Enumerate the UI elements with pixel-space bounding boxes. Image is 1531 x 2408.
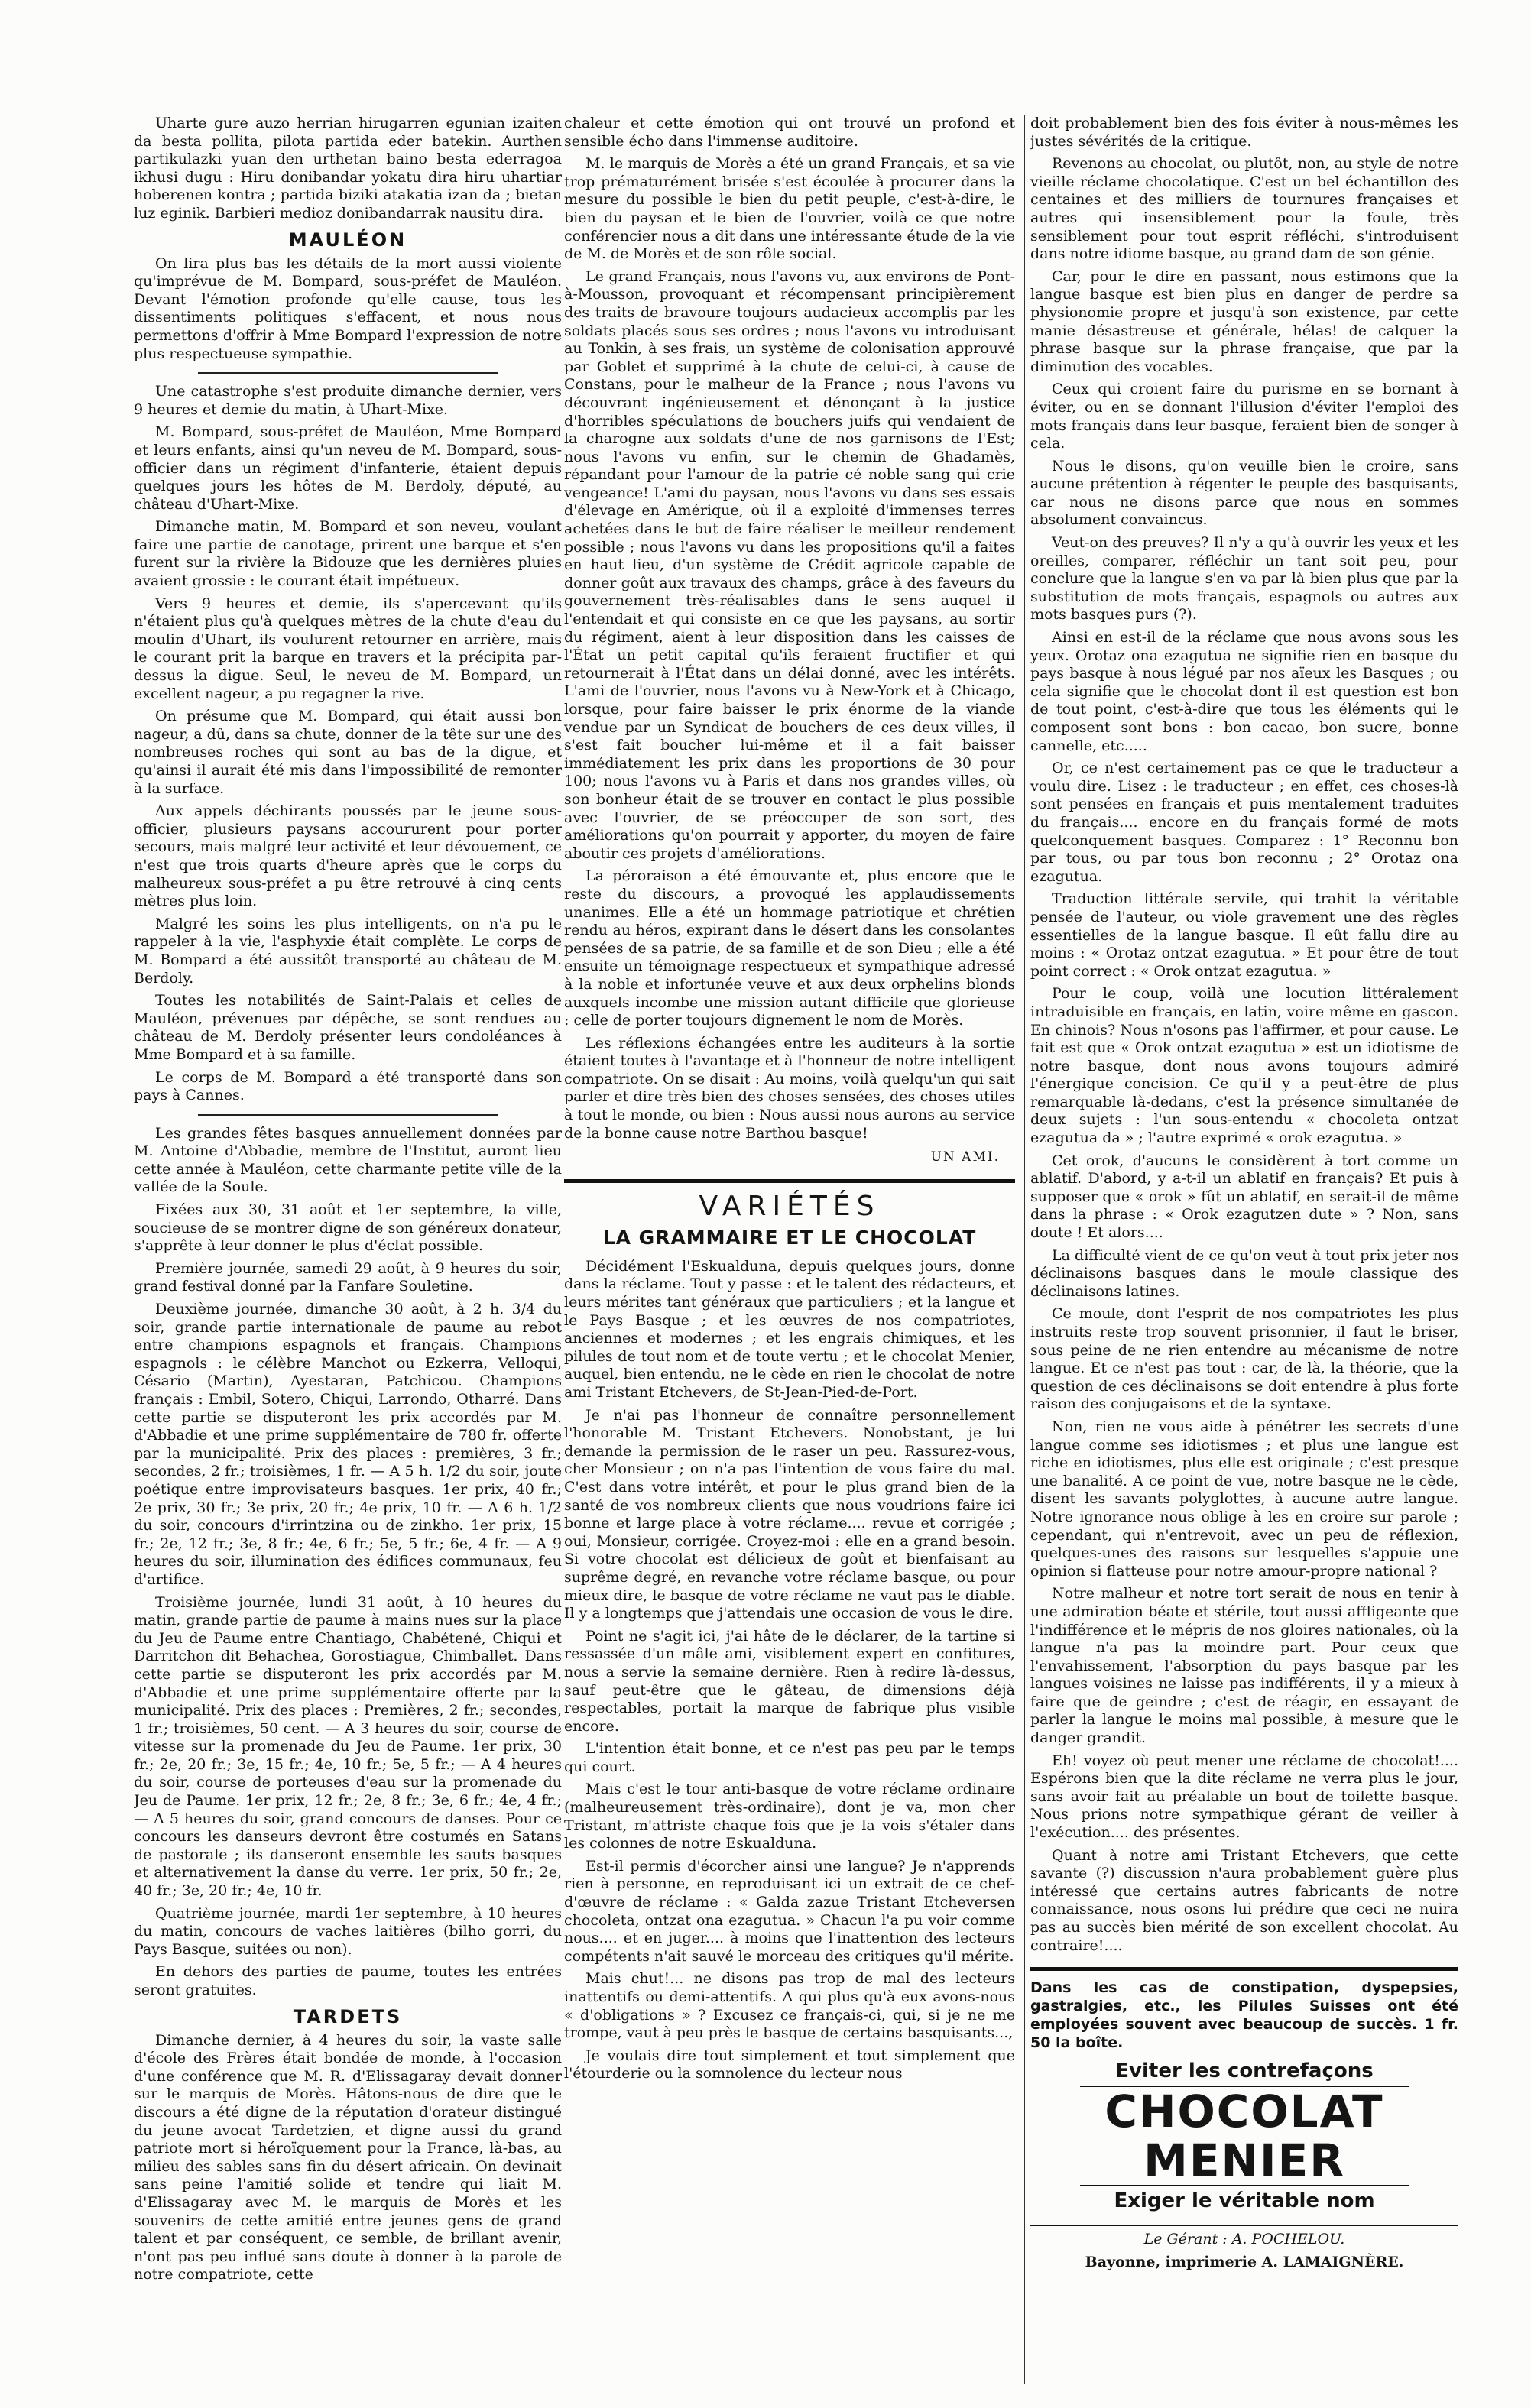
paragraph: Or, ce n'est certainement pas ce que le traducteur a voulu dire. Lisez : le traducteur ; en effet, ces choses-là sont pensées en français et puis mentalement traduites du français.... encore en du français formé de mots quelconquement basques. Comparez : 1° Reconnu bon par tous, ou par tous bon reconnu ; 2° Orotaz ona ezagutua. <box>1030 760 1458 885</box>
basque-paragraph: Uharte gure auzo herrian hirugarren egunian izaiten da besta pollita, pilota partida eder batekin. Aurthen partikulazki yuan den urthetan baino besta ederragoa ikhusi dugu : Hiru donibandar yokatu dira hiru uhartiar hoberenen kontra ; partida biziki atakatia izan da ; bietan luz eginik. Barbieri medioz donibandarrak nausitu dira. <box>134 115 562 222</box>
paragraph: La péroraison a été émouvante et, plus encore que le reste du discours, a provoqué les applaudissements unanimes. Elle a été un hommage patriotique et chrétien rendu au héros, expirant dans le désert dans les consolantes pensées de sa patrie, de sa famille et de son Dieu ; elle a été ensuite un témoignage respectueux et sympathique adressé à la noble et infortunée veuve et aux deux orphelins blonds auxquels incombe une mission autant difficile que glorieuse : celle de porter toujours dignement le nom de Morès. <box>564 867 1015 1029</box>
article-title: LA GRAMMAIRE ET LE CHOCOLAT <box>602 1226 977 1249</box>
paragraph: doit probablement bien des fois éviter à nous-mêmes les justes sévérités de la critique. <box>1030 115 1458 150</box>
column-1 <box>134 115 562 2369</box>
paragraph: Pour le coup, voilà une locution littéralement intraduisible en français, en latin, voire même en gascon. En chinois? Nous n'osons pas l'affirmer, et pour cause. Le fait est que « Orok ontzat ezagutua » est un idiotisme de notre basque, dont nous avons toujours admiré l'énergique concision. Ce qu'il y a peut-être de plus remarquable là-dedans, c'est la présence simultanée de deux sujets : l'un sous-entendu « chocoleta ontzat ezagutua da » ; l'autre exprimé « orok ezagutua. » <box>1030 985 1458 1147</box>
paragraph: chaleur et cette émotion qui ont trouvé un profond et sensible écho dans l'immense auditoire. <box>564 115 1015 150</box>
paragraph: Eh! voyez où peut mener une réclame de chocolat!.... Espérons bien que la dite réclame ne verra plus le jour, sans avoir fait au préalable un bout de toilette basque. Nous prions notre sympathique gérant de veiller à l'exécution.... des présentes. <box>1030 1752 1458 1842</box>
paragraph: Je voulais dire tout simplement et tout simplement que l'étourderie ou la somnolence du lecteur nous <box>564 2047 1015 2082</box>
paragraph: Je n'ai pas l'honneur de connaître personnellement l'honorable M. Tristant Etchevers. Nonobstant, je lui demande la permission de le raser un peu. Rassurez-vous, cher Monsieur ; on n'a pas l'intention de vous faire du mal. C'est dans votre intérêt, et pour le plus grand bien de la santé de vos nombreux clients que nous voudrions faire ici bonne et large place à votre réclame.... revue et corrigée ; oui, Monsieur, corrigée. Croyez-moi : elle en a grand besoin. Si votre chocolat est délicieux de goût et bienfaisant au suprême degré, en revanche votre réclame basque, ou pour mieux dire, le basque de votre réclame ne vaut pas le diable. Il y a longtemps que j'attendais une occasion de vous le dire. <box>564 1406 1015 1622</box>
section-title-mauleon: MAULÉON <box>288 228 407 251</box>
section-title-tardets: TARDETS <box>293 2005 403 2027</box>
paragraph: Troisième journée, lundi 31 août, à 10 heures du matin, grande partie de paume à mains nues sur la place du Jeu de Paume entre Chantiago, Chabétené, Chiqui et Darritchon dit Behachea, Gorostiague, Chimballet. Dans cette partie se disputeront les prix accordés par M. d'Abbadie et une prime supplémentaire offerte par la municipalité. Prix des places : Premières, 2 fr.; secondes, 1 fr.; troisièmes, 50 cent. — A 3 heures du soir, course de vitesse sur la promenade du Jeu de Paume. 1er prix, 30 fr.; 2e, 20 fr.; 3e, 15 fr.; 4e, 10 fr.; 5e, 5 fr.; — A 4 heures du soir, course de porteuses d'eau sur la promenade du Jeu de Paume. 1er prix, 12 fr.; 2e, 8 fr.; 3e, 6 fr.; 4e, 4 fr.; — A 5 heures du soir, grand concours de danses. Pour ce concours les danseurs devront être costumés en Satans de pastorale ; ils danseront ensemble les sauts basques et alternativement la danse du verre. 1er prix, 50 fr.; 2e, 40 fr.; 3e, 20 fr.; 4e, 10 fr. <box>134 1593 562 1900</box>
paragraph: M. le marquis de Morès a été un grand Français, et sa vie trop prématurément brisée s'est écoulée à procurer dans la mesure du possible le bien du petit peuple, c'est-à-dire, le bien du paysan et le bien de l'ouvrier, voilà ce que notre conférencier nous a dit dans une intéressante étude de la vie de M. de Morès et de son rôle social. <box>564 155 1015 263</box>
pills-advertisement: Dans les cas de constipation, dyspepsies, gastralgies, etc., les Pilules Suisses ont été employées souvent avec beaucoup de succès. 1 fr. 50 la boîte. <box>1030 1979 1458 2052</box>
paragraph: Mais c'est le tour anti-basque de votre réclame ordinaire (malheureusement très-ordinaire), dont je va, mon cher Tristant, m'attriste chaque fois que je la vois s'étaler dans les colonnes de notre Eskualduna. <box>564 1781 1015 1852</box>
signature: UN AMI. <box>930 1149 1000 1165</box>
paragraph: Le grand Français, nous l'avons vu, aux environs de Pont-à-Mousson, provoquant et récompensant principièrement des traits de bravoure toujours audacieux accomplis par les soldats placés sous ses ordres ; nous l'avons vu introduisant au Tonkin, à ses frais, un système de colonisation approuvé par Goblet et supprimé à la chute de celui-ci, à cause de Constans, pour le malheur de la France ; nous l'avons vu découvrant ingénieusement et dénonçant à la justice d'horribles spéculations de bouchers juifs qui vendaient de la charogne aux soldats d'une de nos garnisons de l'Est; nous l'avons vu enfin, sur le chemin de Ghadamès, répandant pour l'amour de la patrie cé noble sang qui crie vengeance! L'ami du paysan, nous l'avons vu dans ses essais d'élevage en Amérique, où il a exploité d'immenses terres achetées dans le but de faire réaliser le meilleur rendement possible ; nous l'avons vu dans les propositions qu'il a faites en haut lieu, d'un système de Crédit agricole capable de donner goût aux travaux des champs, grâce à des faveurs du gouvernement très-réalisables dans le sens auquel il l'entendait et qui consiste en ce que les paysans, au sortir du régiment, aient à leur disposition dans les caisses de l'État un petit capital qu'ils feraient fructifier et qui retournerait à l'État dans un délai donné, avec les intérêts. L'ami de l'ouvrier, nous l'avons vu à New-York et à Chicago, lorsque, pour faire baisser le prix énorme de la viande vendue par un Syndicat de bouchers de ces deux villes, il s'est fait boucher lui-même et il a fait baisser immédiatement les prix dans les proportions de 30 pour 100; nous l'avons vu à Paris et dans nos grandes villes, où son bonheur était de se trouver en contact le plus possible avec l'ouvrier, de se préoccuper de son sort, des améliorations qu'on pourrait y apporter, du moyen de faire aboutir ces projets d'améliorations. <box>564 267 1015 862</box>
paragraph: Non, rien ne vous aide à pénétrer les secrets d'une langue comme ses idiotismes ; et plus une langue est riche en idiotismes, plus elle est originale ; c'est presque une banalité. A ce point de vue, notre basque ne le cède, disent les savants polyglottes, à aucune autre langue. Notre ignorance nous oblige à les en croire sur parole ; cependant, qui n'entrevoit, avec un peu de réflexion, quelques-unes des raisons sur lesquelles s'appuie une opinion si flatteuse pour notre amour-propre national ? <box>1030 1418 1458 1580</box>
paragraph: Dimanche matin, M. Bompard et son neveu, voulant faire une partie de canotage, prirent une barque et s'en furent sur la rivière la Bidouze que les dernières pluies avaient grossie : le courant était impétueux. <box>134 518 562 590</box>
paragraph: On présume que M. Bompard, qui était aussi bon nageur, a dû, dans sa chute, donner de la tête sur une des nombreuses roches qui sont au bas de la digue, et qu'ainsi il aurait été mis dans l'impossibilité de remonter à la surface. <box>134 708 562 797</box>
paragraph: Vers 9 heures et demie, ils s'apercevant qu'ils n'étaient plus qu'à quelques mètres de la chute d'eau du moulin d'Uhart, ils voulurent retourner en arrière, mais le courant prit la barque en travers et la précipita par-dessus la digue. Seul, le neveu de M. Bompard, un excellent nageur, a pu regagner la rive. <box>134 595 562 702</box>
paragraph: Veut-on des preuves? Il n'y a qu'à ouvrir les yeux et les oreilles, comparer, réfléchir un tant soit peu, pour conclure que la langue s'en va par là bien plus que par la substitution de mots français, espagnols ou autres aux mots basques purs (?). <box>1030 534 1458 624</box>
paragraph: Première journée, samedi 29 août, à 9 heures du soir, grand festival donné par la Fanfare Souletine. <box>134 1259 562 1295</box>
paragraph: Le corps de M. Bompard a été transporté dans son pays à Cannes. <box>134 1068 562 1104</box>
paragraph: Point ne s'agit ici, j'ai hâte de le déclarer, de la tartine si ressassée d'un mâle ami, visiblement expert en confitures, nous a servie la semaine dernière. Rien à redire là-dessus, sauf peut-être que le gâteau, de dimensions déjà respectables, portait la marque de fabrique plus visible encore. <box>564 1627 1015 1735</box>
paragraph: Dimanche dernier, à 4 heures du soir, la vaste salle d'école des Frères était bondée de monde, à l'occasion d'une conférence que M. R. d'Elissagaray devait donner sur le marquis de Morès. Hâtons-nous de dire que le discours a été digne de la réputation d'orateur distingué du jeune avocat Tardetzien, et digne aussi du grand patriote mort si héroïquement pour la France, là-bas, au milieu des sables sans fin du désert africain. On devinait sans peine l'amitié solide et tendre qui liait M. d'Elissagaray avec M. le marquis de Morès et les souvenirs de cette amitié entre jeunes gens de grand talent et par conséquent, ce semble, de brillant avenir, n'ont pas peu influé sans doute à donner à la parole de notre compatriote, cette <box>134 2031 562 2283</box>
paragraph: Notre malheur et notre tort serait de nous en tenir à une admiration béate et stérile, tout aussi affligeante que l'indifférence et le mépris de nos gloires nationales, où la langue n'a pas la moindre part. Pour ceux que l'envahissement, l'absorption du pays basque par les langues voisines ne laisse pas indifférents, il y a mieux à faire que de geindre ; c'est de réagir, en essayant de parler la langue le moins mal possible, à mesure que le danger grandit. <box>1030 1585 1458 1747</box>
paragraph: Car, pour le dire en passant, nous estimons que la langue basque est bien plus en danger de perdre sa physionomie propre et jusqu'à son existence, par cette manie désastreuse et générale, hélas! de calquer la phrase basque sur la phrase française, que par la diminution des vocables. <box>1030 267 1458 375</box>
paragraph: Ainsi en est-il de la réclame que nous avons sous les yeux. Orotaz ona ezagutua ne signifie rien en basque du pays basque à nous légué par nos aïeux les Basques ; ou cela signifie que le chocolat dont il est question est bon de tout point, c'est-à-dire que tous les éléments qui le composent sont bons : bon cacao, bon sucre, bonne cannelle, etc..... <box>1030 629 1458 754</box>
column-3 <box>1030 115 1458 2400</box>
paragraph: Quant à notre ami Tristant Etchevers, que cette savante (?) discussion n'aura probablement guère plus intéressé que certains autres fabricants de notre connaissance, nous osons lui prédire que ceci ne nuira pas au succès bien mérité de son excellent chocolat. Au contraire!.... <box>1030 1846 1458 1954</box>
varietes-heading: VARIÉTÉS <box>699 1190 881 1222</box>
gerant-line: Le Gérant : A. POCHELOU. <box>1030 2225 1458 2248</box>
paragraph: Les grandes fêtes basques annuellement données par M. Antoine d'Abbadie, membre de l'Institut, auront lieu cette année à Mauléon, cette charmante petite ville de la vallée de la Soule. <box>134 1124 562 1196</box>
ad-warning: Eviter les contrefaçons <box>1080 2060 1409 2087</box>
paragraph: Traduction littérale servile, qui trahit la véritable pensée de l'auteur, ou viole gravement une des règles essentielles de la langue basque. Il eût fallu dire au moins : « Orotaz ontzat ezagutua. » Et pour être de tout point correct : « Orok ontzat ezagutua. » <box>1030 890 1458 980</box>
paragraph: Mais chut!... ne disons pas trop de mal des lecteurs inattentifs ou demi-attentifs. A qui plus qu'à eux avons-nous « d'obligations » ? Excusez ce français-ci, qui, si je ne me trompe, vaut à peu près le basque de certains basquisants..., <box>564 1970 1015 2042</box>
paragraph: Est-il permis d'écorcher ainsi une langue? Je n'apprends rien à personne, en reproduisant ici un extrait de ce chef-d'œuvre de réclame : « Galda zazue Tristant Etcheversen chocoleta, ontzat ona ezagutua. » Chacun l'a pu voir comme nous.... et en juger.... à moins que l'inattention des lecteurs compétents n'ait sauvé le morceau des critiques qu'il mérite. <box>564 1857 1015 1965</box>
paragraph: Aux appels déchirants poussés par le jeune sous-officier, plusieurs paysans accoururent pour porter secours, mais malgré leur activité et leur dévouement, ce n'est que trois quarts d'heure après que le corps du malheureux sous-préfet a pu être retrouvé à cinq cents mètres plus loin. <box>134 802 562 910</box>
column-2 <box>564 115 1015 2400</box>
paragraph: Une catastrophe s'est produite dimanche dernier, vers 9 heures et demie du matin, à Uhart-Mixe. <box>134 383 562 418</box>
paragraph: En dehors des parties de paume, toutes les entrées seront gratuites. <box>134 1963 562 1998</box>
section-rule <box>564 1179 1015 1183</box>
paragraph: La difficulté vient de ce qu'on veut à tout prix jeter nos déclinaisons basques dans le moule classique des déclinaisons latines. <box>1030 1246 1458 1300</box>
chocolat-menier-advertisement <box>1080 2060 1409 2212</box>
paragraph: Revenons au chocolat, ou plutôt, non, au style de notre vieille réclame chocolatique. C'est un bel échantillon des centaines et des milliers de tournures françaises et autres qui insensiblement pour la foule, très sensiblement pour tout esprit réfléchi, s'introduisent dans notre idiome basque, au grand dam de son génie. <box>1030 155 1458 263</box>
paragraph: M. Bompard, sous-préfet de Mauléon, Mme Bompard et leurs enfants, ainsi qu'un neveu de M. Bompard, sous-officier dans un régiment d'infanterie, étaient depuis quelques jours les hôtes de M. Berdoly, député, au château d'Uhart-Mixe. <box>134 423 562 513</box>
paragraph: Deuxième journée, dimanche 30 août, à 2 h. 3/4 du soir, grande partie internationale de paume au rebot entre champions espagnols et français. Champions espagnols : le célèbre Manchot ou Ezkerra, Velloqui, Césario (Martin), Ayestaran, Patchicou. Champions français : Embil, Sotero, Chiqui, Larrondo, Otharré. Dans cette partie se disputeront les prix accordés par M. d'Abbadie et une prime supplémentaire de 780 fr. offerte par la municipalité. Prix des places : premières, 3 fr.; secondes, 2 fr.; troisièmes, 1 fr. — A 5 h. 1/2 du soir, joute poétique entre improvisateurs basques. 1er prix, 40 fr.; 2e prix, 30 fr.; 3e prix, 20 fr.; 4e prix, 10 fr. — A 6 h. 1/2 du soir, concours d'irrintzina ou de zinkho. 1er prix, 15 fr.; 2e, 12 fr.; 3e, 8 fr.; 4e, 6 fr.; 5e, 5 fr.; 6e, 4 fr. — A 9 heures du soir, illumination des édifices communaux, feu d'artifice. <box>134 1301 562 1588</box>
paragraph: Décidément l'Eskualduna, depuis quelques jours, donne dans la réclame. Tout y passe : et le talent des rédacteurs, et leurs mérites tant généraux que particuliers ; et la langue et le Pays Basque ; et les œuvres de nos compatriotes, anciennes et modernes ; et les engrais chimiques, et les pilules de tout nom et de toute vertu ; et le chocolat Menier, auquel, bien entendu, ne le cède en rien le chocolat de notre ami Tristant Etchevers, de St-Jean-Pied-de-Port. <box>564 1257 1015 1401</box>
paragraph: Cet orok, d'aucuns le considèrent à tort comme un ablatif. D'abord, y a-t-il un ablatif en français? Et puis à supposer que « orok » fût un ablatif, en serait-il de même dans la phrase : « Orok ezagutzen dute » ? Non, sans doute ! Et alors.... <box>1030 1152 1458 1242</box>
paragraph: Malgré les soins les plus intelligents, on n'a pu le rappeler à la vie, l'asphyxie était complète. Le corps de M. Bompard a été aussitôt transporté au château de M. Berdoly. <box>134 915 562 987</box>
paragraph: Nous le disons, qu'on veuille bien le croire, sans aucune prétention à régenter le peuple des basquisants, car nous ne disons parce que nous en sommes absolument convaincus. <box>1030 457 1458 529</box>
paragraph: Ce moule, dont l'esprit de nos compatriotes les plus instruits reste trop souvent prisonnier, il faut le briser, sous peine de ne rien entendre au mécanisme de notre langue. Et ce n'est pas tout : car, de là, la théorie, que la question de ces déclinaisons se doit entendre à plus forte raison des conjugaisons et de la syntaxe. <box>1030 1305 1458 1413</box>
divider <box>198 372 498 374</box>
paragraph: L'intention était bonne, et ce n'est pas peu par le temps qui court. <box>564 1740 1015 1775</box>
paragraph: Les réflexions échangées entre les auditeurs à la sortie étaient toutes à l'avantage et à l'honneur de notre intelligent compatriote. On se disait : Au moins, voilà quelqu'un qui sait parler et dire très bien des choses sensées, des choses utiles à tout le monde, ou bien : Nous aussi nous aurons au service de la bonne cause notre Barthou basque! <box>564 1034 1015 1142</box>
paragraph: Ceux qui croient faire du purisme en se bornant à éviter, ou en se donnant l'illusion d'éviter l'emploi des mots français dans leur basque, feraient bien de songer à cela. <box>1030 381 1458 452</box>
ad-brand-menier: MENIER <box>1143 2134 1345 2187</box>
paragraph: Fixées aux 30, 31 août et 1er septembre, la ville, soucieuse de se montrer digne de son généreux donateur, s'apprête à leur donner le plus d'éclat possible. <box>134 1201 562 1255</box>
column-rule <box>1024 115 1025 2384</box>
printer-line: Bayonne, imprimerie A. LAMAIGNÈRE. <box>1085 2254 1404 2271</box>
ad-demand: Exiger le véritable nom <box>1080 2185 1409 2212</box>
paragraph: Quatrième journée, mardi 1er septembre, à 10 heures du matin, concours de vaches laitières (bilho gorri, du Pays Basque, suitées ou non). <box>134 1904 562 1958</box>
paragraph: On lira plus bas les détails de la mort aussi violente qu'imprévue de M. Bompard, sous-préfet de Mauléon. Devant l'émotion profonde qu'elle cause, tous les dissentiments politiques s'effacent, et nous nous permettons d'offrir à Mme Bompard l'expression de notre plus respectueuse sympathie. <box>134 254 562 362</box>
divider <box>198 1114 498 1116</box>
paragraph: Toutes les notabilités de Saint-Palais et celles de Mauléon, prévenues par dépêche, se sont rendues au château de M. Berdoly présenter leurs condoléances à Mme Bompard et à sa famille. <box>134 992 562 1063</box>
section-rule <box>1030 1967 1458 1971</box>
ad-brand-chocolat: CHOCOLAT <box>1104 2086 1384 2138</box>
